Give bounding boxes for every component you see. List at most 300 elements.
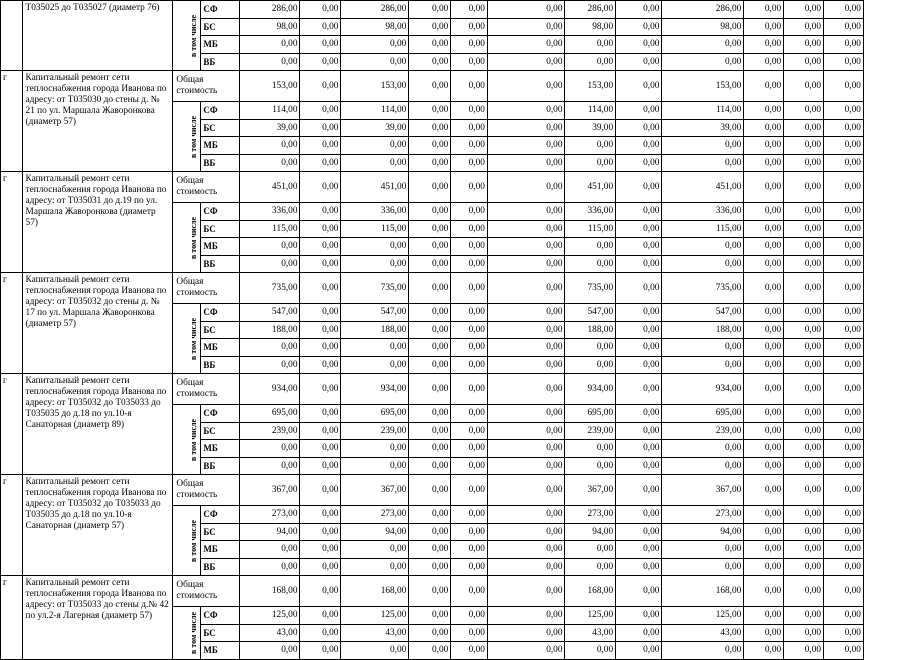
funding-source: МБ — [201, 137, 240, 155]
funding-source: МБ — [201, 541, 240, 559]
value-cell: 0,00 — [784, 558, 824, 576]
level-cell: г — [1, 172, 23, 273]
value-cell: 168,00 — [662, 576, 744, 607]
value-cell: 0,00 — [409, 71, 451, 102]
value-cell: 0,00 — [784, 523, 824, 541]
value-cell: 0,00 — [744, 374, 784, 405]
value-cell: 0,00 — [784, 475, 824, 506]
value-cell: 0,00 — [451, 255, 488, 273]
funding-source: СФ — [201, 203, 240, 221]
value-cell: 0,00 — [451, 558, 488, 576]
value-cell: 273,00 — [662, 506, 744, 524]
value-cell: 0,00 — [784, 273, 824, 304]
value-cell: 0,00 — [824, 440, 864, 458]
funding-source: БС — [201, 624, 240, 642]
value-cell: 0,00 — [451, 172, 488, 203]
item-name: Капитальный ремонт сети теплоснабжения города Иванова по адресу: от Т035030 до стены д. № 21 по ул. Маршала Жаворонкова (диаметр 57) — [22, 71, 173, 172]
value-cell: 451,00 — [240, 172, 300, 203]
value-cell: 0,00 — [784, 154, 824, 172]
value-cell: 0,00 — [240, 137, 300, 155]
value-cell: 0,00 — [409, 321, 451, 339]
value-cell: 0,00 — [824, 475, 864, 506]
value-cell: 0,00 — [824, 172, 864, 203]
value-cell: 0,00 — [341, 440, 409, 458]
value-cell: 0,00 — [487, 18, 565, 36]
value-cell: 0,00 — [487, 558, 565, 576]
value-cell: 94,00 — [565, 523, 616, 541]
value-cell: 0,00 — [824, 273, 864, 304]
value-cell: 0,00 — [451, 273, 488, 304]
total-row — [1, 71, 905, 102]
value-cell: 0,00 — [300, 119, 341, 137]
value-cell: 0,00 — [744, 624, 784, 642]
value-cell: 0,00 — [784, 642, 824, 660]
value-cell: 0,00 — [451, 102, 488, 120]
value-cell: 0,00 — [487, 36, 565, 54]
value-cell: 0,00 — [824, 1, 864, 19]
value-cell: 0,00 — [300, 523, 341, 541]
value-cell: 0,00 — [824, 457, 864, 475]
value-cell: 0,00 — [240, 53, 300, 71]
value-cell: 0,00 — [451, 203, 488, 221]
value-cell: 0,00 — [451, 422, 488, 440]
total-row — [1, 374, 905, 405]
item-name: Т035025 до Т035027 (диаметр 76) — [22, 1, 173, 71]
value-cell: 0,00 — [744, 102, 784, 120]
value-cell: 0,00 — [487, 238, 565, 256]
value-cell: 0,00 — [240, 642, 300, 660]
value-cell: 0,00 — [300, 475, 341, 506]
value-cell: 0,00 — [784, 624, 824, 642]
value-cell: 0,00 — [487, 154, 565, 172]
value-cell: 0,00 — [784, 405, 824, 423]
value-cell: 0,00 — [300, 102, 341, 120]
value-cell: 0,00 — [744, 558, 784, 576]
value-cell: 336,00 — [565, 203, 616, 221]
funding-source: БС — [201, 18, 240, 36]
including-label: в том числе — [189, 14, 199, 56]
value-cell: 0,00 — [744, 36, 784, 54]
value-cell: 0,00 — [744, 304, 784, 322]
value-cell: 0,00 — [616, 642, 662, 660]
including-label: в том числе — [189, 418, 199, 460]
value-cell: 0,00 — [616, 523, 662, 541]
value-cell: 0,00 — [451, 238, 488, 256]
item-name: Капитальный ремонт сети теплоснабжения города Иванова по адресу: от Т035031 до д.19 по ул. Маршала Жаворонкова (диаметр 57) — [22, 172, 173, 273]
value-cell: 0,00 — [662, 137, 744, 155]
value-cell: 547,00 — [662, 304, 744, 322]
value-cell: 0,00 — [487, 405, 565, 423]
total-label: Общая стоимость — [173, 374, 240, 405]
value-cell: 0,00 — [409, 1, 451, 19]
value-cell: 0,00 — [784, 1, 824, 19]
value-cell: 695,00 — [565, 405, 616, 423]
value-cell: 0,00 — [744, 238, 784, 256]
value-cell: 0,00 — [409, 440, 451, 458]
value-cell: 0,00 — [744, 53, 784, 71]
funding-source: ВБ — [201, 255, 240, 273]
value-cell: 0,00 — [824, 203, 864, 221]
value-cell: 115,00 — [341, 220, 409, 238]
value-cell: 0,00 — [824, 541, 864, 559]
value-cell: 0,00 — [784, 321, 824, 339]
value-cell: 0,00 — [662, 541, 744, 559]
value-cell: 0,00 — [662, 457, 744, 475]
value-cell: 0,00 — [240, 440, 300, 458]
value-cell: 0,00 — [409, 374, 451, 405]
value-cell: 0,00 — [744, 642, 784, 660]
value-cell: 0,00 — [824, 154, 864, 172]
value-cell: 43,00 — [565, 624, 616, 642]
value-cell: 0,00 — [300, 339, 341, 357]
value-cell: 239,00 — [341, 422, 409, 440]
value-cell: 547,00 — [240, 304, 300, 322]
including-label: в том числе — [189, 519, 199, 561]
total-row — [1, 273, 905, 304]
value-cell: 0,00 — [341, 36, 409, 54]
value-cell: 0,00 — [487, 523, 565, 541]
value-cell: 0,00 — [784, 220, 824, 238]
value-cell: 0,00 — [824, 119, 864, 137]
value-cell: 0,00 — [565, 255, 616, 273]
value-cell: 0,00 — [616, 506, 662, 524]
value-cell: 0,00 — [409, 255, 451, 273]
value-cell: 0,00 — [616, 255, 662, 273]
including-label: в том числе — [189, 115, 199, 157]
value-cell: 0,00 — [744, 506, 784, 524]
value-cell: 0,00 — [409, 506, 451, 524]
value-cell: 0,00 — [616, 607, 662, 625]
value-cell: 0,00 — [824, 558, 864, 576]
value-cell: 451,00 — [662, 172, 744, 203]
total-label: Общая стоимость — [173, 71, 240, 102]
value-cell: 0,00 — [487, 102, 565, 120]
value-cell: 0,00 — [487, 172, 565, 203]
value-cell: 0,00 — [487, 440, 565, 458]
value-cell: 0,00 — [409, 137, 451, 155]
value-cell: 0,00 — [240, 154, 300, 172]
value-cell: 239,00 — [240, 422, 300, 440]
value-cell: 0,00 — [824, 356, 864, 374]
value-cell: 0,00 — [616, 18, 662, 36]
value-cell: 0,00 — [616, 422, 662, 440]
value-cell: 188,00 — [662, 321, 744, 339]
value-cell: 125,00 — [341, 607, 409, 625]
value-cell: 0,00 — [300, 53, 341, 71]
value-cell: 0,00 — [824, 422, 864, 440]
value-cell: 0,00 — [744, 1, 784, 19]
level-cell: г — [1, 71, 23, 172]
value-cell: 0,00 — [451, 119, 488, 137]
value-cell: 0,00 — [662, 558, 744, 576]
value-cell: 0,00 — [300, 304, 341, 322]
value-cell: 0,00 — [409, 304, 451, 322]
value-cell: 153,00 — [240, 71, 300, 102]
value-cell: 0,00 — [616, 405, 662, 423]
value-cell: 0,00 — [240, 457, 300, 475]
value-cell: 0,00 — [784, 422, 824, 440]
value-cell: 0,00 — [824, 238, 864, 256]
value-cell: 0,00 — [451, 457, 488, 475]
value-cell: 0,00 — [341, 137, 409, 155]
value-cell: 0,00 — [784, 36, 824, 54]
value-cell: 0,00 — [824, 405, 864, 423]
value-cell: 0,00 — [565, 558, 616, 576]
value-cell: 0,00 — [824, 642, 864, 660]
value-cell: 125,00 — [240, 607, 300, 625]
value-cell: 0,00 — [300, 203, 341, 221]
value-cell: 0,00 — [565, 642, 616, 660]
value-cell: 273,00 — [240, 506, 300, 524]
value-cell: 0,00 — [662, 238, 744, 256]
value-cell: 0,00 — [784, 102, 824, 120]
value-cell: 0,00 — [409, 102, 451, 120]
value-cell: 0,00 — [824, 339, 864, 357]
value-cell: 0,00 — [451, 321, 488, 339]
value-cell: 0,00 — [744, 273, 784, 304]
value-cell: 0,00 — [616, 356, 662, 374]
value-cell: 0,00 — [300, 642, 341, 660]
value-cell: 0,00 — [300, 607, 341, 625]
value-cell: 0,00 — [616, 440, 662, 458]
value-cell: 367,00 — [341, 475, 409, 506]
value-cell: 0,00 — [487, 422, 565, 440]
value-cell: 0,00 — [616, 220, 662, 238]
value-cell: 0,00 — [824, 220, 864, 238]
value-cell: 0,00 — [451, 339, 488, 357]
value-cell: 0,00 — [300, 1, 341, 19]
value-cell: 0,00 — [744, 356, 784, 374]
value-cell: 0,00 — [341, 238, 409, 256]
value-cell: 0,00 — [487, 119, 565, 137]
funding-source: БС — [201, 422, 240, 440]
value-cell: 0,00 — [784, 576, 824, 607]
value-cell: 0,00 — [565, 53, 616, 71]
funding-source: СФ — [201, 506, 240, 524]
value-cell: 286,00 — [565, 1, 616, 19]
value-cell: 934,00 — [341, 374, 409, 405]
value-cell: 273,00 — [565, 506, 616, 524]
value-cell: 451,00 — [565, 172, 616, 203]
value-cell: 114,00 — [240, 102, 300, 120]
value-cell: 0,00 — [487, 220, 565, 238]
funding-source: БС — [201, 119, 240, 137]
including-label: в том числе — [189, 317, 199, 359]
level-cell: г — [1, 475, 23, 576]
value-cell: 0,00 — [616, 624, 662, 642]
value-cell: 273,00 — [341, 506, 409, 524]
value-cell: 0,00 — [616, 172, 662, 203]
value-cell: 0,00 — [616, 53, 662, 71]
value-cell: 0,00 — [409, 119, 451, 137]
value-cell: 451,00 — [341, 172, 409, 203]
value-cell: 0,00 — [565, 356, 616, 374]
value-cell: 0,00 — [487, 457, 565, 475]
value-cell: 0,00 — [744, 405, 784, 423]
value-cell: 0,00 — [784, 506, 824, 524]
value-cell: 0,00 — [451, 440, 488, 458]
value-cell: 0,00 — [616, 36, 662, 54]
value-cell: 0,00 — [616, 102, 662, 120]
value-cell: 0,00 — [300, 238, 341, 256]
value-cell: 367,00 — [565, 475, 616, 506]
value-cell: 0,00 — [744, 119, 784, 137]
value-cell: 0,00 — [487, 1, 565, 19]
value-cell: 0,00 — [300, 71, 341, 102]
value-cell: 0,00 — [487, 506, 565, 524]
value-cell: 0,00 — [409, 18, 451, 36]
value-cell: 0,00 — [341, 457, 409, 475]
value-cell: 0,00 — [240, 356, 300, 374]
value-cell: 0,00 — [565, 339, 616, 357]
value-cell: 367,00 — [240, 475, 300, 506]
value-cell: 188,00 — [240, 321, 300, 339]
value-cell: 0,00 — [784, 172, 824, 203]
value-cell: 239,00 — [565, 422, 616, 440]
value-cell: 0,00 — [451, 624, 488, 642]
value-cell: 0,00 — [565, 541, 616, 559]
value-cell: 0,00 — [487, 374, 565, 405]
value-cell: 239,00 — [662, 422, 744, 440]
value-cell: 0,00 — [824, 304, 864, 322]
including-label-cell — [173, 506, 201, 576]
value-cell: 0,00 — [451, 137, 488, 155]
value-cell: 0,00 — [662, 356, 744, 374]
item-name: Капитальный ремонт сети теплоснабжения города Иванова по адресу: от Т035033 до стены д.№ 42 по ул.2-я Лагерная (диаметр 57) — [22, 576, 173, 660]
value-cell: 0,00 — [487, 71, 565, 102]
value-cell: 0,00 — [744, 71, 784, 102]
value-cell: 0,00 — [824, 506, 864, 524]
value-cell: 0,00 — [487, 475, 565, 506]
value-cell: 0,00 — [240, 339, 300, 357]
value-cell: 114,00 — [565, 102, 616, 120]
value-cell: 0,00 — [341, 53, 409, 71]
funding-source: СФ — [201, 102, 240, 120]
item-name: Капитальный ремонт сети теплоснабжения города Иванова по адресу: от Т035032 до Т035033 до Т035035 до д.18 по ул.10-я Санаторная (диаметр 89) — [22, 374, 173, 475]
item-name: Капитальный ремонт сети теплоснабжения города Иванова по адресу: от Т035032 до Т035033 до Т035035 до д.18 по ул.10-я Санаторная (диаметр 57) — [22, 475, 173, 576]
total-label: Общая стоимость — [173, 576, 240, 607]
value-cell: 0,00 — [744, 154, 784, 172]
value-cell: 0,00 — [341, 255, 409, 273]
value-cell: 0,00 — [240, 541, 300, 559]
value-cell: 0,00 — [451, 541, 488, 559]
value-cell: 0,00 — [409, 273, 451, 304]
level-cell: г — [1, 374, 23, 475]
including-label-cell — [173, 1, 201, 71]
value-cell: 0,00 — [487, 304, 565, 322]
value-cell: 0,00 — [616, 475, 662, 506]
level-cell: г — [1, 273, 23, 374]
value-cell: 0,00 — [616, 137, 662, 155]
value-cell: 0,00 — [662, 255, 744, 273]
value-cell: 0,00 — [409, 339, 451, 357]
funding-source: МБ — [201, 642, 240, 660]
value-cell: 0,00 — [409, 405, 451, 423]
including-label: в том числе — [189, 612, 199, 654]
value-cell: 125,00 — [662, 607, 744, 625]
value-cell: 94,00 — [341, 523, 409, 541]
value-cell: 0,00 — [409, 523, 451, 541]
value-cell: 0,00 — [784, 607, 824, 625]
value-cell: 0,00 — [824, 71, 864, 102]
value-cell: 695,00 — [240, 405, 300, 423]
value-cell: 0,00 — [451, 576, 488, 607]
value-cell: 0,00 — [300, 137, 341, 155]
value-cell: 0,00 — [451, 374, 488, 405]
value-cell: 0,00 — [744, 220, 784, 238]
value-cell: 0,00 — [565, 36, 616, 54]
value-cell: 0,00 — [409, 238, 451, 256]
value-cell: 0,00 — [341, 154, 409, 172]
value-cell: 0,00 — [409, 475, 451, 506]
value-cell: 98,00 — [662, 18, 744, 36]
funding-source: МБ — [201, 440, 240, 458]
including-label-cell — [173, 102, 201, 172]
value-cell: 0,00 — [616, 304, 662, 322]
value-cell: 0,00 — [409, 203, 451, 221]
value-cell: 0,00 — [240, 36, 300, 54]
value-cell: 168,00 — [341, 576, 409, 607]
value-cell: 94,00 — [662, 523, 744, 541]
value-cell: 0,00 — [616, 273, 662, 304]
value-cell: 0,00 — [451, 53, 488, 71]
value-cell: 0,00 — [784, 356, 824, 374]
value-cell: 0,00 — [451, 506, 488, 524]
value-cell: 0,00 — [565, 440, 616, 458]
value-cell: 0,00 — [565, 457, 616, 475]
value-cell: 0,00 — [824, 374, 864, 405]
funding-source: ВБ — [201, 53, 240, 71]
funding-source: ВБ — [201, 154, 240, 172]
funding-source: СФ — [201, 607, 240, 625]
value-cell: 0,00 — [744, 607, 784, 625]
value-cell: 0,00 — [784, 304, 824, 322]
value-cell: 0,00 — [487, 273, 565, 304]
value-cell: 0,00 — [784, 457, 824, 475]
value-cell: 0,00 — [824, 255, 864, 273]
value-cell: 98,00 — [240, 18, 300, 36]
value-cell: 695,00 — [341, 405, 409, 423]
value-cell: 0,00 — [300, 172, 341, 203]
value-cell: 0,00 — [616, 321, 662, 339]
value-cell: 0,00 — [451, 475, 488, 506]
value-cell: 0,00 — [451, 18, 488, 36]
total-row — [1, 576, 905, 607]
value-cell: 0,00 — [300, 36, 341, 54]
value-cell: 0,00 — [616, 119, 662, 137]
value-cell: 0,00 — [409, 607, 451, 625]
value-cell: 0,00 — [616, 576, 662, 607]
value-cell: 0,00 — [451, 36, 488, 54]
value-cell: 0,00 — [487, 541, 565, 559]
value-cell: 153,00 — [341, 71, 409, 102]
value-cell: 0,00 — [451, 220, 488, 238]
value-cell: 0,00 — [487, 339, 565, 357]
value-cell: 0,00 — [240, 255, 300, 273]
value-cell: 0,00 — [662, 339, 744, 357]
value-cell: 0,00 — [451, 607, 488, 625]
value-cell: 94,00 — [240, 523, 300, 541]
level-cell: г — [1, 576, 23, 660]
funding-source: МБ — [201, 36, 240, 54]
value-cell: 0,00 — [409, 220, 451, 238]
value-cell: 0,00 — [300, 18, 341, 36]
value-cell: 0,00 — [300, 374, 341, 405]
value-cell: 0,00 — [616, 541, 662, 559]
including-label-cell — [173, 405, 201, 475]
value-cell: 0,00 — [300, 220, 341, 238]
value-cell: 0,00 — [744, 18, 784, 36]
